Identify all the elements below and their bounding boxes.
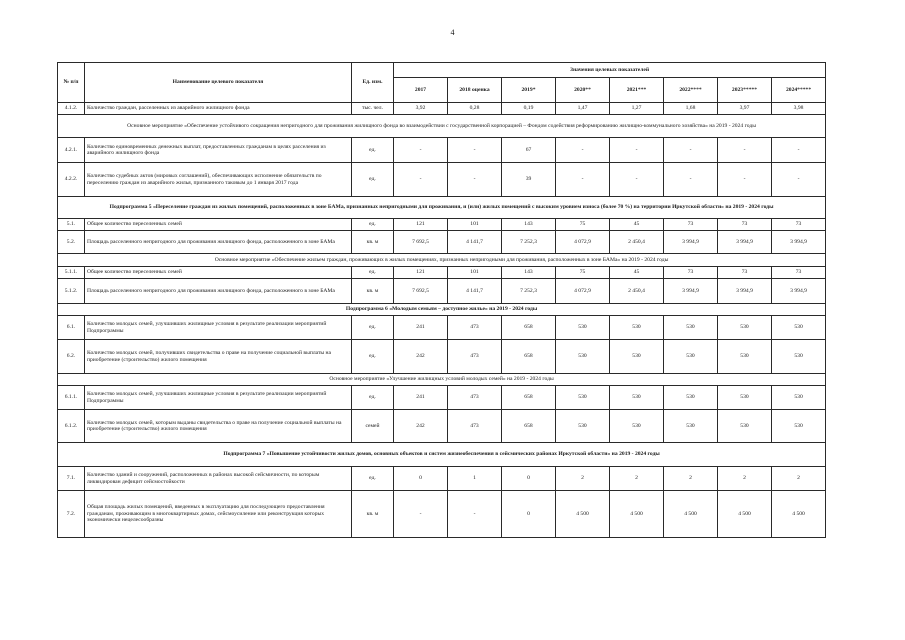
value-cell: 73: [718, 219, 772, 231]
value-cell: 473: [448, 386, 502, 410]
value-cell: 241: [394, 316, 448, 340]
value-cell: 45: [610, 267, 664, 279]
year-header: 2019*: [502, 78, 556, 103]
unit-cell: ед.: [352, 316, 394, 340]
value-cell: 530: [610, 410, 664, 443]
unit-cell: ед.: [352, 219, 394, 231]
unit-cell: ед.: [352, 340, 394, 374]
value-cell: 75: [556, 267, 610, 279]
year-header: 2020**: [556, 78, 610, 103]
unit-cell: кв. м: [352, 491, 394, 538]
value-cell: -: [394, 491, 448, 538]
value-cell: 242: [394, 340, 448, 374]
subprogram-title: Подпрограмма 7 «Повышение устойчивости жилых домов, основных объектов и систем жизнеобеспечения в сейсмических районах Иркутской области» на 2019 - 2024 годы: [58, 443, 826, 467]
value-cell: 73: [664, 267, 718, 279]
value-cell: 7 692,5: [394, 231, 448, 254]
value-cell: 241: [394, 386, 448, 410]
table-row: [58, 410, 826, 443]
event-title: Основное мероприятие «Обеспечение устойчивого сокращения непригодного для проживания жилищного фонда во взаимодействии с государственной корпорацией – Фондом содействия реформированию жилищно-коммунального хозяйства» на 2019 - 2024 годы: [58, 115, 826, 138]
year-header: 2018 оценка: [448, 78, 502, 103]
value-cell: 7 252,3: [502, 231, 556, 254]
value-cell: 530: [718, 386, 772, 410]
row-number: 6.1.1.: [58, 386, 85, 410]
value-cell: 530: [772, 316, 826, 340]
value-cell: 2: [772, 467, 826, 491]
header-row-top: [58, 63, 826, 78]
value-cell: 3 994,9: [664, 279, 718, 304]
table-row: [58, 138, 826, 163]
indicator-name: Количество граждан, расселенных из аварийного жилищного фонда: [85, 103, 352, 115]
col-values-header: Значения целевых показателей: [394, 63, 826, 78]
value-cell: -: [718, 138, 772, 163]
table-row: [58, 279, 826, 304]
table-row: [58, 316, 826, 340]
indicator-name: Количество зданий и сооружений, расположенных в районах высокой сейсмичности, по которым ликвидирован дефицит сейсмостойкости: [85, 467, 352, 491]
row-number: 4.2.2.: [58, 163, 85, 197]
value-cell: -: [664, 138, 718, 163]
value-cell: 3,92: [394, 103, 448, 115]
value-cell: 45: [610, 219, 664, 231]
subprogram-row: [58, 443, 826, 467]
unit-cell: ед.: [352, 163, 394, 197]
value-cell: 530: [556, 410, 610, 443]
value-cell: 7 692,5: [394, 279, 448, 304]
indicator-name: Общая площадь жилых помещений, введенных в эксплуатацию для последующего предоставления гражданам, проживающим в многоквартирных домах, сейсмоусиление или реконструкция которых экономически нецелесообразны: [85, 491, 352, 538]
value-cell: 39: [502, 163, 556, 197]
event-row: [58, 254, 826, 267]
value-cell: 121: [394, 267, 448, 279]
value-cell: 530: [664, 410, 718, 443]
indicator-name: Площадь расселенного непригодного для проживания жилищного фонда, расположенного в зоне БАМа: [85, 231, 352, 254]
row-number: 6.1.: [58, 316, 85, 340]
subprogram-row: [58, 197, 826, 219]
value-cell: 530: [718, 410, 772, 443]
year-header: 2024*****: [772, 78, 826, 103]
value-cell: 530: [610, 316, 664, 340]
indicator-name: Площадь расселенного непригодного для проживания жилищного фонда, расположенного в зоне БАМа: [85, 279, 352, 304]
value-cell: -: [772, 138, 826, 163]
value-cell: 73: [664, 219, 718, 231]
table-row: [58, 340, 826, 374]
value-cell: 530: [556, 386, 610, 410]
value-cell: 530: [664, 316, 718, 340]
unit-cell: кв. м: [352, 279, 394, 304]
value-cell: 530: [610, 340, 664, 374]
event-title: Основное мероприятие «Улучшение жилищных условий молодых семей» на 2019 - 2024 годы: [58, 374, 826, 386]
value-cell: -: [448, 138, 502, 163]
value-cell: 4 500: [772, 491, 826, 538]
value-cell: 101: [448, 219, 502, 231]
value-cell: 1,47: [556, 103, 610, 115]
value-cell: 658: [502, 340, 556, 374]
value-cell: -: [556, 138, 610, 163]
value-cell: 2: [610, 467, 664, 491]
value-cell: -: [772, 163, 826, 197]
value-cell: 2: [664, 467, 718, 491]
row-number: 5.1.1.: [58, 267, 85, 279]
value-cell: 73: [718, 267, 772, 279]
row-number: 7.2.: [58, 491, 85, 538]
table-row: [58, 163, 826, 197]
value-cell: 121: [394, 219, 448, 231]
value-cell: 1: [448, 467, 502, 491]
row-number: 6.2.: [58, 340, 85, 374]
indicator-name: Количество молодых семей, которым выданы свидетельства о праве на получение социальной выплаты на приобретение (строительство) жилого помещения: [85, 410, 352, 443]
year-header: 2021***: [610, 78, 664, 103]
value-cell: 3 994,9: [772, 279, 826, 304]
col-unit-header: Ед. изм.: [352, 63, 394, 103]
subprogram-title: Подпрограмма 5 «Переселение граждан из жилых помещений, расположенных в зоне БАМа, признанных непригодными для проживания, и (или) жилых помещений с высоким уровнем износа (более 70 %) на территории Иркутской области» на 2019 - 2024 годы: [58, 197, 826, 219]
value-cell: 658: [502, 410, 556, 443]
value-cell: 530: [556, 340, 610, 374]
value-cell: 4 072,9: [556, 279, 610, 304]
indicator-name: Количество судебных актов (мировых соглашений), обеспечивающих исполнение обязательств по переселению граждан из аварийного жилья, признанного таковым до 1 января 2017 года: [85, 163, 352, 197]
row-number: 4.1.2.: [58, 103, 85, 115]
year-header: 2022****: [664, 78, 718, 103]
value-cell: 530: [772, 410, 826, 443]
col-num-header: № п/п: [58, 63, 85, 103]
value-cell: 473: [448, 316, 502, 340]
value-cell: 3 994,9: [718, 231, 772, 254]
value-cell: 3 994,9: [718, 279, 772, 304]
value-cell: 2 450,4: [610, 279, 664, 304]
value-cell: 4 141,7: [448, 231, 502, 254]
table-row: [58, 386, 826, 410]
indicators-table: [57, 62, 826, 538]
value-cell: 73: [772, 267, 826, 279]
event-title: Основное мероприятие «Обеспечение жильем граждан, проживающих в жилых помещениях, признанных непригодными для проживания, расположенных в зоне БАМа» на 2019 - 2024 годы: [58, 254, 826, 267]
value-cell: -: [394, 138, 448, 163]
row-number: 5.1.: [58, 219, 85, 231]
subprogram-row: [58, 304, 826, 316]
indicator-name: Количество единовременных денежных выплат, предоставленных гражданам в целях расселения из аварийного жилищного фонда: [85, 138, 352, 163]
value-cell: 242: [394, 410, 448, 443]
value-cell: 473: [448, 410, 502, 443]
value-cell: 2: [556, 467, 610, 491]
year-header: 2017: [394, 78, 448, 103]
value-cell: 3 994,9: [664, 231, 718, 254]
indicator-name: Общее количество переселенных семей: [85, 267, 352, 279]
value-cell: 530: [718, 340, 772, 374]
value-cell: 1,27: [610, 103, 664, 115]
table-row: [58, 267, 826, 279]
indicator-name: Количество молодых семей, получивших свидетельства о праве на получение социальной выплаты на приобретение (строительство) жилого помещения: [85, 340, 352, 374]
value-cell: 4 500: [664, 491, 718, 538]
value-cell: 530: [610, 386, 664, 410]
row-number: 7.1.: [58, 467, 85, 491]
value-cell: 101: [448, 267, 502, 279]
value-cell: 658: [502, 316, 556, 340]
value-cell: 2: [718, 467, 772, 491]
row-number: 5.2.: [58, 231, 85, 254]
value-cell: 4 141,7: [448, 279, 502, 304]
unit-cell: ед.: [352, 386, 394, 410]
value-cell: 0: [502, 467, 556, 491]
event-row: [58, 115, 826, 138]
value-cell: 530: [664, 386, 718, 410]
value-cell: 3,98: [772, 103, 826, 115]
value-cell: 143: [502, 219, 556, 231]
table-row: [58, 491, 826, 538]
value-cell: 67: [502, 138, 556, 163]
unit-cell: семей: [352, 410, 394, 443]
col-name-header: Наименование целевого показателя: [85, 63, 352, 103]
value-cell: 7 252,3: [502, 279, 556, 304]
value-cell: 0: [502, 491, 556, 538]
value-cell: 530: [664, 340, 718, 374]
value-cell: -: [394, 163, 448, 197]
value-cell: 530: [772, 340, 826, 374]
event-row: [58, 374, 826, 386]
value-cell: 3 994,9: [772, 231, 826, 254]
indicator-name: Количество молодых семей, улучшивших жилищные условия в результате реализации мероприятий Подпрограммы: [85, 386, 352, 410]
table-row: [58, 467, 826, 491]
value-cell: 530: [556, 316, 610, 340]
value-cell: 530: [772, 386, 826, 410]
unit-cell: тыс. чел.: [352, 103, 394, 115]
table-row: [58, 219, 826, 231]
unit-cell: ед.: [352, 267, 394, 279]
value-cell: 530: [718, 316, 772, 340]
value-cell: 473: [448, 340, 502, 374]
value-cell: -: [556, 163, 610, 197]
value-cell: 0,19: [502, 103, 556, 115]
value-cell: -: [610, 163, 664, 197]
unit-cell: ед.: [352, 467, 394, 491]
row-number: 4.2.1.: [58, 138, 85, 163]
page-number: 4: [450, 28, 455, 37]
value-cell: 0,28: [448, 103, 502, 115]
indicator-name: Количество молодых семей, улучшивших жилищные условия в результате реализации мероприятий Подпрограммы: [85, 316, 352, 340]
table-row: [58, 231, 826, 254]
year-header: 2023*****: [718, 78, 772, 103]
row-number: 6.1.2.: [58, 410, 85, 443]
value-cell: 3,97: [718, 103, 772, 115]
value-cell: -: [448, 491, 502, 538]
row-number: 5.1.2.: [58, 279, 85, 304]
value-cell: 73: [772, 219, 826, 231]
value-cell: 0: [394, 467, 448, 491]
value-cell: -: [448, 163, 502, 197]
value-cell: 75: [556, 219, 610, 231]
value-cell: 4 500: [610, 491, 664, 538]
value-cell: 4 072,9: [556, 231, 610, 254]
value-cell: 143: [502, 267, 556, 279]
value-cell: -: [664, 163, 718, 197]
unit-cell: кв. м: [352, 231, 394, 254]
indicator-name: Общее количество переселенных семей: [85, 219, 352, 231]
table-row: [58, 103, 826, 115]
value-cell: -: [718, 163, 772, 197]
table-body: [58, 103, 826, 538]
value-cell: 2 450,4: [610, 231, 664, 254]
value-cell: -: [610, 138, 664, 163]
subprogram-title: Подпрограмма 6 «Молодым семьям – доступное жилье» на 2019 - 2024 годы: [58, 304, 826, 316]
value-cell: 4 500: [718, 491, 772, 538]
value-cell: 658: [502, 386, 556, 410]
value-cell: 1,68: [664, 103, 718, 115]
value-cell: 4 500: [556, 491, 610, 538]
unit-cell: ед.: [352, 138, 394, 163]
